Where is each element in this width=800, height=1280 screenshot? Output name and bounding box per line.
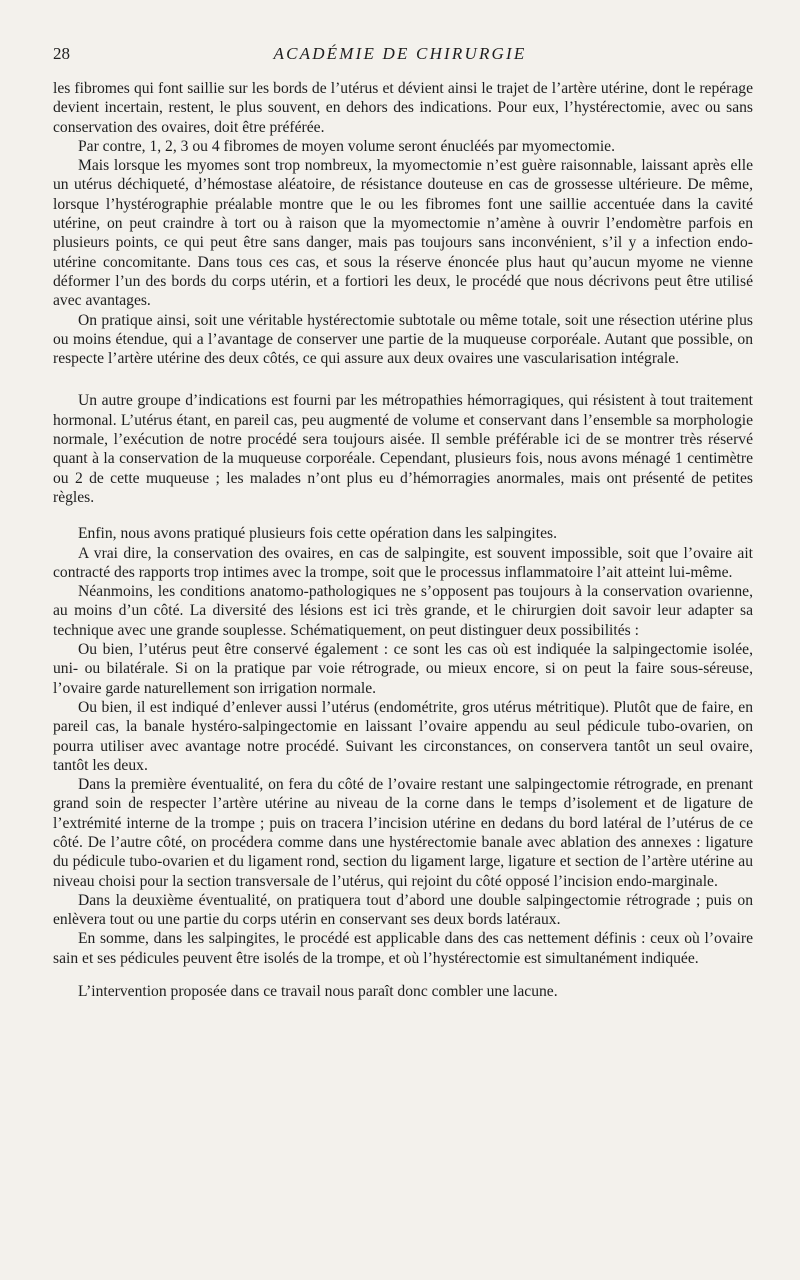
paragraph: Dans la première éventualité, on fera du côté de l’ovaire restant une salpingectomie rétrograde, en prenant grand soin de respecter l’artère utérine au niveau de la corne dans le temps d’isolement et de ligature de l’extrémité interne de la trompe ; puis on tracera l’incision utérine en dedans du bord latéral de l’utérus de ce côté. De l’autre côté, on procédera comme dans une hystérectomie banale avec ablation des annexes : ligature du pédicule tubo-ovarien et du ligament rond, section du ligament large, ligature et section de l’artère utérine au niveau choisi pour la section transversale de l’utérus, qui rejoint du côté opposé l’incision endo-marginale.	[53, 776, 753, 890]
body-text	[53, 79, 753, 1001]
section-gap	[53, 368, 753, 391]
paragraph: Ou bien, il est indiqué d’enlever aussi l’utérus (endométrite, gros utérus métritique). Plutôt que de faire, en pareil cas, la banale hystéro-salpingectomie en laissant l’ovaire appendu au seul pédicule tubo-ovarien, on pourra utiliser avec avantage notre procédé. Suivant les circonstances, on conservera tantôt un seul ovaire, tantôt les deux.	[53, 698, 753, 774]
paragraph: les fibromes qui font saillie sur les bords de l’utérus et dévient ainsi le trajet de l’artère utérine, dont le repérage devient incertain, restent, le plus souvent, en dehors des indications. Pour eux, l’hystérectomie, avec ou sans conservation des ovaires, doit être préférée.	[53, 80, 753, 136]
paragraph: L’intervention proposée dans ce travail nous paraît donc combler une lacune.	[78, 983, 558, 1001]
running-title: ACADÉMIE DE CHIRURGIE	[273, 44, 527, 63]
paragraph: Dans la deuxième éventualité, on pratiquera tout d’abord une double salpingectomie rétrograde ; puis on enlèvera tout ou une partie du corps utérin en conservant ses deux bords latéraux.	[53, 891, 753, 929]
page-number: 28	[53, 44, 70, 63]
paragraph: En somme, dans les salpingites, le procédé est applicable dans des cas nettement définis : ceux où l’ovaire sain et ses pédicules peuvent être isolés de la trompe, et où l’hystérectomie est simultanément indiquée.	[53, 930, 753, 967]
paragraph: On pratique ainsi, soit une véritable hystérectomie subtotale ou même totale, soit une résection utérine plus ou moins étendue, qui a l’avantage de conserver une partie de la muqueuse corporéale. Autant que possible, on respecte l’artère utérine des deux côtés, ce qui assure aux deux ovaires une vascularisation intégrale.	[53, 311, 753, 368]
paragraph: A vrai dire, la conservation des ovaires, en cas de salpingite, est souvent impossible, soit que l’ovaire ait contracté des rapports trop intimes avec la trompe, soit que le processus inflammatoire l’ait atteint lui-même.	[53, 544, 753, 581]
paragraph: Enfin, nous avons pratiqué plusieurs fois cette opération dans les salpingites.	[78, 525, 557, 543]
paragraph: Par contre, 1, 2, 3 ou 4 fibromes de moyen volume seront énucléés par myomectomie.	[78, 137, 615, 155]
section-gap	[53, 507, 753, 524]
paragraph: Mais lorsque les myomes sont trop nombreux, la myomectomie n’est guère raisonnable, laissant après elle un utérus déchiqueté, d’hémostase aléatoire, de résistance douteuse en cas de grossesse ultérieure. De même, lorsque l’hystérographie préalable montre que le ou les fibromes font une saillie accentuée dans la cavité utérine, on peut craindre à tort ou à raison que la myomectomie n’amène à ouvrir l’endomètre parfois en plusieurs points, ce qui peut être sans danger, mais pas toujours sans inconvénient, s’il y a infection endo-utérine concomitante. Dans tous ces cas, et sous la réserve énoncée plus haut qu’aucun myome ne vienne déformer l’un des bords du corps utérin, et a fortiori les deux, le procédé que nous décrivons peut être utilisé avec avantages.	[53, 157, 753, 310]
paragraph: Ou bien, l’utérus peut être conservé également : ce sont les cas où est indiquée la salpingectomie isolée, uni- ou bilatérale. Si on la pratique par voie rétrograde, ou mieux encore, si on peut la faire sous-séreuse, l’ovaire garde naturellement son irrigation normale.	[53, 641, 753, 697]
page-header	[53, 44, 747, 66]
paragraph: Un autre groupe d’indications est fourni par les métropathies hémorragiques, qui résistent à tout traitement hormonal. L’utérus étant, en pareil cas, peu augmenté de volume et conservant dans l’ensemble sa morphologie normale, l’exécution de notre procédé sera toujours aisée. Il semble préférable ici de se montrer très réservé quant à la conservation de la muqueuse corporéale. Cependant, plusieurs fois, nous avons ménagé 1 centimètre ou 2 de cette muqueuse ; les malades n’ont plus eu d’hémorragies anormales, mais ont présenté de petites règles.	[53, 392, 753, 506]
paragraph: Néanmoins, les conditions anatomo-pathologiques ne s’opposent pas toujours à la conservation ovarienne, au moins d’un côté. La diversité des lésions est ici très grande, et le chirurgien doit savoir leur adapter sa technique avec une grande souplesse. Schématiquement, on peut distinguer deux possibilités :	[53, 583, 753, 639]
